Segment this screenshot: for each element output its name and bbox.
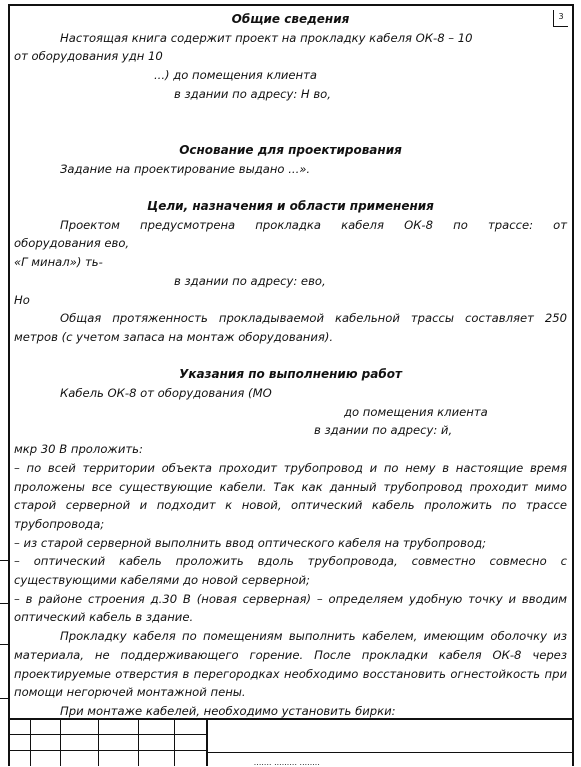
- heading-goals: Цели, назначения и области применения: [147, 198, 434, 213]
- margin-tick: [0, 644, 9, 645]
- page-number: 3: [553, 10, 568, 27]
- document-body: [14, 10, 567, 721]
- instr-bullet-1: – по всей территории объекта проходит трубопровод и по нему в настоящие время проложены все существующие кабели. Так как данный трубопровод проходит мимо старой серверной и подходит к новой, оптический кабель проложить по трассе трубопровода;: [14, 460, 567, 531]
- instr-line-1: Кабель ОК-8 от оборудования (МО: [60, 386, 272, 400]
- instr-para-1: Прокладку кабеля по помещениям выполнить кабелем, имеющим оболочку из материала, не поддерживающего горение. После прокладки кабеля ОК-8 через проектируемые отверстия в перегородках необходимо восстановить огнестойкость при помощи негорючей монтажной пены.: [14, 629, 567, 700]
- instr-line-4: мкр 30 В проложить:: [14, 442, 143, 457]
- instr-bullet-4: – в районе строения д.30 В (новая серверная) – определяем удобную точку и вводим оптический кабель в здание.: [14, 591, 567, 625]
- instr-para-2: При монтаже кабелей, необходимо установить бирки:: [60, 703, 396, 718]
- basis-text: Задание на проектирование выдано ...».: [60, 161, 311, 176]
- general-line-3: ...) до помещения клиента: [154, 68, 317, 83]
- stamp-row-line: [8, 734, 206, 735]
- goals-line-2: оборудования ево,: [14, 236, 130, 251]
- instr-bullet-3: – оптический кабель проложить вдоль трубопровода, совместно совмесно с существующими кабелями до новой серверной;: [14, 554, 567, 588]
- goals-line-3: «Г минал») ть-: [14, 255, 103, 270]
- heading-basis: Основание для проектирования: [179, 142, 402, 157]
- spacer: [14, 104, 567, 123]
- goals-line-1: Проектом предусмотрена прокладка кабеля ОК-8 по трассе: от: [60, 217, 567, 232]
- stamp-col-line: [98, 720, 99, 766]
- stamp-col-line: [138, 720, 139, 766]
- stamp-col-line: [174, 720, 175, 766]
- margin-tick: [0, 560, 9, 561]
- general-line-2: от оборудования удн 10: [14, 49, 163, 64]
- spacer: [14, 122, 567, 141]
- goals-line-4: в здании по адресу: ево,: [174, 273, 326, 288]
- stamp-row-line: [206, 752, 574, 753]
- instr-line-3: в здании по адресу: й,: [314, 423, 453, 438]
- general-line-1: Настоящая книга содержит проект на прокладку кабеля ОК-8 – 10: [60, 30, 473, 45]
- spacer: [14, 178, 567, 197]
- instr-line-2: до помещения клиента: [344, 404, 488, 419]
- instr-bullet-2: – из старой серверной выполнить ввод оптического кабеля на трубопровод;: [14, 535, 486, 550]
- stamp-bottom-text: ....... ......... ........: [254, 758, 321, 767]
- heading-instructions: Указания по выполнению работ: [179, 367, 402, 382]
- general-line-4: в здании по адресу: Н во,: [174, 86, 331, 101]
- stamp-row-line: [8, 750, 206, 751]
- margin-tick: [0, 698, 9, 699]
- margin-tick: [0, 603, 9, 604]
- binding-margin: [0, 0, 8, 766]
- goals-line-5: Но: [14, 292, 30, 307]
- stamp-col-line: [206, 720, 208, 766]
- goals-length-text: Общая протяженность прокладываемой кабельной трассы составляет 250 метров (с учетом запаса на монтаж оборудования).: [14, 311, 567, 344]
- heading-general: Общие сведения: [231, 12, 350, 26]
- stamp-col-line: [30, 720, 31, 766]
- stamp-col-line: [60, 720, 61, 766]
- spacer: [14, 347, 567, 366]
- title-block-stamp: [8, 718, 574, 766]
